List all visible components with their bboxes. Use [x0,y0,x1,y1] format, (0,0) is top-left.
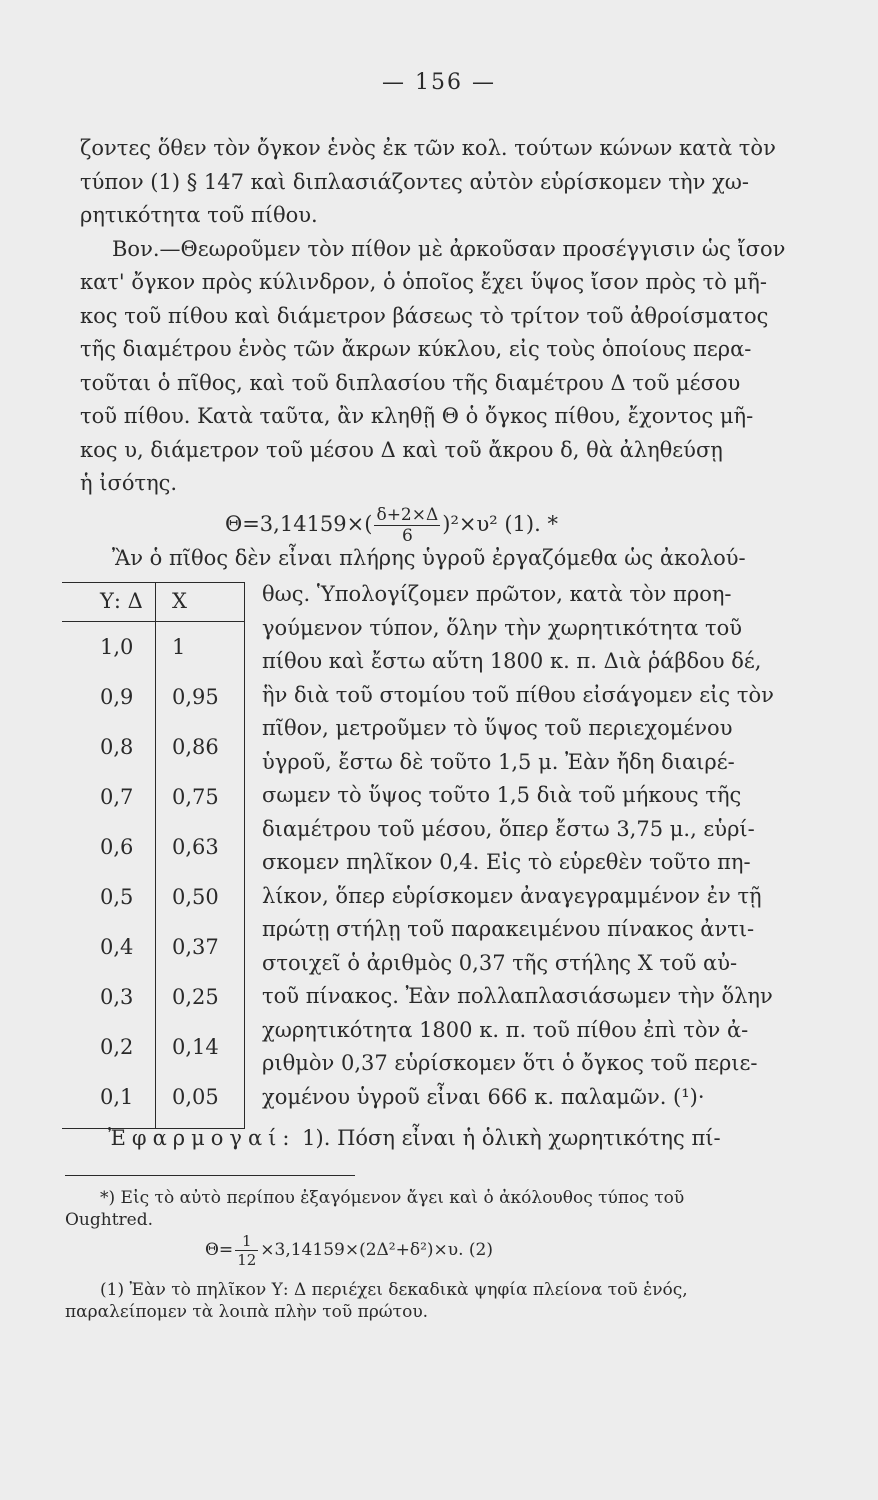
text-line: τῆς διαμέτρου ἑνὸς τῶν ἄκρων κύκλου, εἰς τοὺς ὁποίους περα- [80,337,752,361]
table-cell-ratio: 0,6 [100,835,134,859]
text-line: θως. Ὑπολογίζομεν πρῶτον, κατὰ τὸν προη- [262,582,732,606]
footnote-rule [65,1175,355,1176]
table-row [62,925,244,975]
table-header [62,583,244,622]
footnote-star-line: *) Εἰς τὸ αὐτὸ περίπου ἐξαγόμενον ἄγει καὶ ὁ ἀκόλουθος τύπος τοῦ [100,1188,685,1208]
text-line: πῖθον, μετροῦμεν τὸ ὕψος τοῦ περιεχομένου [262,716,733,740]
table-cell-x: 0,05 [172,1085,219,1109]
text-line: κατ' ὄγκον πρὸς κύλινδρον, ὁ ὁποῖος ἔχει ὕψος ἴσον πρὸς τὸ μῆ- [80,270,767,294]
table-row [62,675,244,725]
table-cell-x: 0,86 [172,735,219,759]
page-number: — 156 — [382,70,496,95]
text-line: τοῦ πίνακος. Ἐὰν πολλαπλασιάσωμεν τὴν ὅλην [262,984,773,1008]
table-cell-ratio: 0,5 [100,885,134,909]
table-cell-x: 0,14 [172,1035,219,1059]
text-line: κος τοῦ πίθου καὶ διάμετρον βάσεως τὸ τρίτον τοῦ ἀθροίσματος [80,304,769,328]
text-line: πρώτῃ στήλῃ τοῦ παρακειμένου πίνακος ἀντι- [262,917,755,941]
table-cell-x: 0,25 [172,985,219,1009]
table-cell-ratio: 0,9 [100,685,134,709]
table-header-ratio: Υ: Δ [100,589,143,613]
application-label: Ἐφαρμογαί: [108,1126,296,1150]
table-cell-ratio: 0,8 [100,735,134,759]
text-line: τοῦ πίθου. Κατὰ ταῦτα, ἂν κληθῇ Θ ὁ ὄγκος πίθου, ἔχοντος μῆ- [80,404,754,428]
formula-1-denominator: 6 [401,526,413,546]
application-line [108,1126,838,1151]
table-header-x: Χ [172,589,187,613]
formula-1-fraction [374,505,440,546]
formula-1 [225,505,558,546]
text-line: πίθου καὶ ἔστω αὕτη 1800 κ. π. Διὰ ῥάβδου δέ, [262,649,762,673]
table-row [62,825,244,875]
table-cell-ratio: 0,1 [100,1085,134,1109]
table-cell-x: 0,63 [172,835,219,859]
formula-1-prefix: Θ=3,14159×( [225,512,373,536]
text-line: ὑγροῦ, ἔστω δὲ τοῦτο 1,5 μ. Ἐὰν ἤδη διαιρέ- [262,750,735,774]
text-line: Βον.—Θεωροῦμεν τὸν πίθον μὲ ἀρκοῦσαν προσέγγισιν ὡς ἴσον [112,237,786,261]
table-cell-ratio: 0,3 [100,985,134,1009]
table-row [62,1025,244,1075]
text-line: ἣν διὰ τοῦ στομίου τοῦ πίθου εἰσάγομεν εἰς τὸν [262,683,774,707]
text-line: κος υ, διάμετρον τοῦ μέσου Δ καὶ τοῦ ἄκρου δ, θὰ ἀληθεύσῃ [80,438,723,462]
formula-2-fraction [235,1232,258,1269]
text-line: σκομεν πηλῖκον 0,4. Εἰς τὸ εὑρεθὲν τοῦτο πη- [262,850,751,874]
text-line: γούμενον τύπον, ὅλην τὴν χωρητικότητα τοῦ [262,616,742,640]
formula-2-denominator: 12 [237,1251,257,1269]
text-line: λίκον, ὅπερ εὑρίσκομεν ἀναγεγραμμένον ἐν τῇ [262,884,762,908]
footnote-star-line: Oughtred. [65,1210,154,1230]
text-line: διαμέτρου τοῦ μέσου, ὅπερ ἔστω 3,75 μ., εὑρί- [262,817,755,841]
table-cell-x: 0,37 [172,935,219,959]
text-line: ἡ ἰσότης. [80,471,178,495]
text-line: Ἂν ὁ πῖθος δὲν εἶναι πλήρης ὑγροῦ ἐργαζόμεθα ὡς ἀκολού- [112,546,746,570]
formula-2-prefix: Θ= [205,1240,234,1260]
table-row [62,1075,244,1125]
table-row [62,725,244,775]
formula-1-numerator: δ+2×Δ [376,505,439,525]
table-row [62,625,244,675]
table-row [62,775,244,825]
formula-1-suffix: )²×υ² (1). * [442,512,558,536]
formula-2-suffix: ×3,14159×(2Δ²+δ²)×υ. (2) [260,1240,494,1260]
text-line: τοῦται ὁ πῖθος, καὶ τοῦ διπλασίου τῆς διαμέτρου Δ τοῦ μέσου [80,371,741,395]
text-line: τύπον (1) § 147 καὶ διπλασιάζοντες αὐτὸν εὑρίσκομεν τὴν χω- [80,170,750,194]
table-row [62,875,244,925]
text-line: ριθμὸν 0,37 εὑρίσκομεν ὅτι ὁ ὄγκος τοῦ περιε- [262,1051,758,1075]
table-cell-ratio: 0,2 [100,1035,134,1059]
table-row [62,975,244,1025]
application-text: 1). Πόση εἶναι ἡ ὁλικὴ χωρητικότης πί- [295,1126,721,1150]
table-cell-x: 0,50 [172,885,219,909]
footnote-1-line: (1) Ἐὰν τὸ πηλῖκον Υ: Δ περιέχει δεκαδικὰ ψηφία πλείονα τοῦ ἑνός, [100,1280,688,1300]
text-line: ρητικότητα τοῦ πίθου. [80,203,318,227]
formula-2-numerator: 1 [235,1232,258,1251]
table-cell-x: 0,75 [172,785,219,809]
table-cell-x: 1 [172,635,186,659]
table-cell-x: 0,95 [172,685,219,709]
ratio-table [62,582,245,1129]
footnote-1-line: παραλείπομεν τὰ λοιπὰ πλὴν τοῦ πρώτου. [65,1302,429,1322]
formula-2 [205,1232,493,1269]
table-cell-ratio: 0,4 [100,935,134,959]
table-cell-ratio: 1,0 [100,635,134,659]
text-line: στοιχεῖ ὁ ἀριθμὸς 0,37 τῆς στήλης Χ τοῦ αὐ- [262,951,738,975]
table-cell-ratio: 0,7 [100,785,134,809]
text-line: χομένου ὑγροῦ εἶναι 666 κ. παλαμῶν. (¹)· [262,1085,705,1109]
text-line: ζοντες ὅθεν τὸν ὄγκον ἑνὸς ἐκ τῶν κολ. τούτων κώνων κατὰ τὸν [80,136,776,160]
text-line: σωμεν τὸ ὕψος τοῦτο 1,5 διὰ τοῦ μήκους τῆς [262,783,742,807]
text-line: χωρητικότητα 1800 κ. π. τοῦ πίθου ἐπὶ τὸν ἀ- [262,1018,749,1042]
